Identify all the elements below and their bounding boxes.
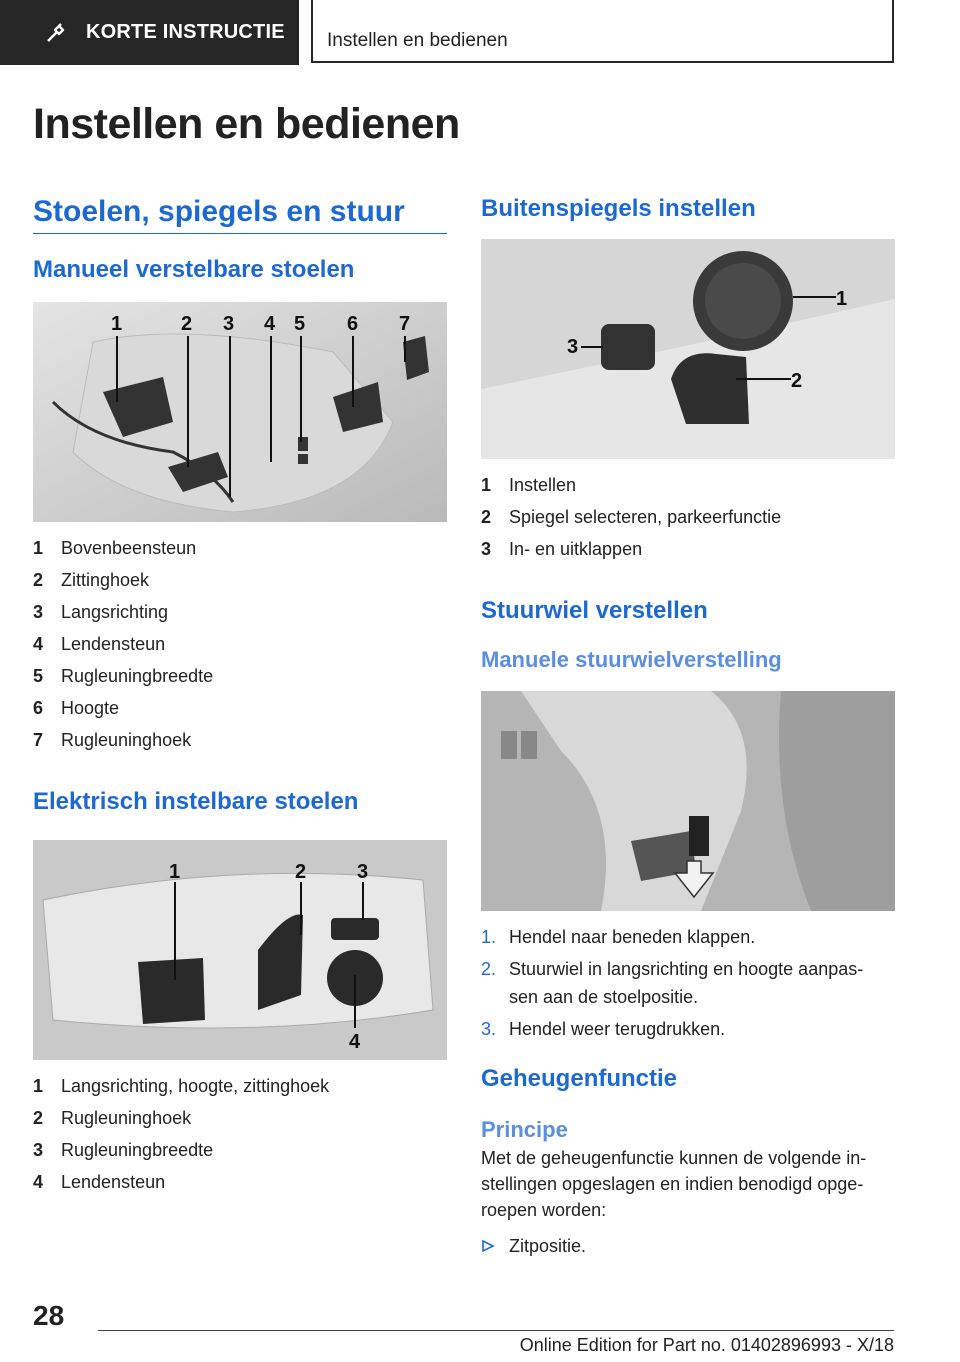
callout-label: 3: [567, 336, 579, 358]
electric-seat-legend: [33, 1070, 447, 1198]
callout-label: 2: [791, 370, 803, 392]
manual-seats-title: Manueel verstelbare stoelen: [33, 256, 355, 283]
memory-bullet-text: Zitpositie.: [509, 1236, 587, 1256]
list-item: 4 Lendensteun: [33, 634, 166, 654]
callout-label: 7: [399, 313, 411, 335]
triangle-bullet-icon: [481, 1239, 509, 1253]
memory-title: Geheugenfunctie: [481, 1065, 678, 1092]
list-item: 7 Rugleuninghoek: [33, 730, 192, 750]
mirror-legend: [481, 469, 895, 565]
callout-label: 4: [349, 1031, 361, 1053]
wrench-icon: [44, 21, 68, 45]
callout-label: 3: [223, 313, 235, 335]
list-item: 2 Rugleuninghoek: [33, 1108, 192, 1128]
list-item: 1 Instellen: [481, 475, 577, 495]
right-column: [481, 195, 895, 1259]
breadcrumb: [311, 0, 894, 63]
memory-text-line-2: stellingen opgeslagen en indien benodigd opge-: [481, 1174, 864, 1194]
callout-label: 5: [294, 313, 306, 335]
electric-seat-image: [33, 840, 447, 1060]
header-tab-label: KORTE INSTRUCTIE: [86, 21, 285, 43]
callout-label: 1: [169, 861, 181, 883]
memory-text-line-1: Met de geheugenfunctie kunnen de volgende in-: [481, 1148, 867, 1168]
callout-label: 1: [111, 313, 123, 335]
list-item: 5 Rugleuningbreedte: [33, 666, 214, 686]
list-item: 3 In- en uitklappen: [481, 539, 643, 559]
steering-subtitle: Manuele stuurwielverstelling: [481, 647, 782, 672]
callout-label: 2: [181, 313, 193, 335]
list-item: 2. Stuurwiel in langsrichting en hoogte aanpas- sen aan de stoelpositie.: [481, 959, 864, 1007]
callout-label: 1: [836, 288, 848, 310]
page-number: 28: [33, 1300, 65, 1331]
header-tab[interactable]: [0, 0, 299, 65]
footer: [98, 1330, 894, 1355]
steering-steps: [481, 923, 895, 1043]
callout-label: 6: [347, 313, 359, 335]
section-title: Stoelen, spiegels en stuur: [33, 195, 405, 228]
manual-seat-image: [33, 302, 447, 522]
list-item: 2 Zittinghoek: [33, 570, 150, 590]
breadcrumb-text: Instellen en bedienen: [327, 30, 508, 51]
electric-seats-title: Elektrisch instelbare stoelen: [33, 788, 359, 815]
section-title-wrap: [33, 195, 447, 234]
footer-text: Online Edition for Part no. 01402896993 - X/18: [519, 1335, 894, 1355]
steering-title: Stuurwiel verstellen: [481, 597, 708, 624]
list-item: 1. Hendel naar beneden klappen.: [481, 927, 756, 947]
mirrors-title: Buitenspiegels instellen: [481, 195, 756, 222]
list-item: 6 Hoogte: [33, 698, 120, 718]
callout-label: 3: [357, 861, 369, 883]
steering-image: [481, 691, 895, 911]
list-item: 4 Lendensteun: [33, 1172, 166, 1192]
left-column: [33, 195, 447, 1198]
list-item: 2 Spiegel selecteren, parkeerfunctie: [481, 507, 782, 527]
memory-text-line-3: roepen worden:: [481, 1200, 607, 1220]
mirror-control-image: [481, 239, 895, 459]
callout-label: 2: [295, 861, 307, 883]
page-title: Instellen en bedienen: [33, 100, 460, 148]
callout-label: 4: [264, 313, 276, 335]
manual-seat-legend: [33, 532, 447, 756]
list-item: 3. Hendel weer terugdrukken.: [481, 1019, 726, 1039]
memory-subtitle: Principe: [481, 1117, 568, 1142]
list-item: 3 Rugleuningbreedte: [33, 1140, 214, 1160]
list-item: 3 Langsrichting: [33, 602, 169, 622]
memory-bullet: [481, 1233, 895, 1259]
list-item: 1 Langsrichting, hoogte, zittinghoek: [33, 1076, 330, 1096]
list-item: 1 Bovenbeensteun: [33, 538, 197, 558]
